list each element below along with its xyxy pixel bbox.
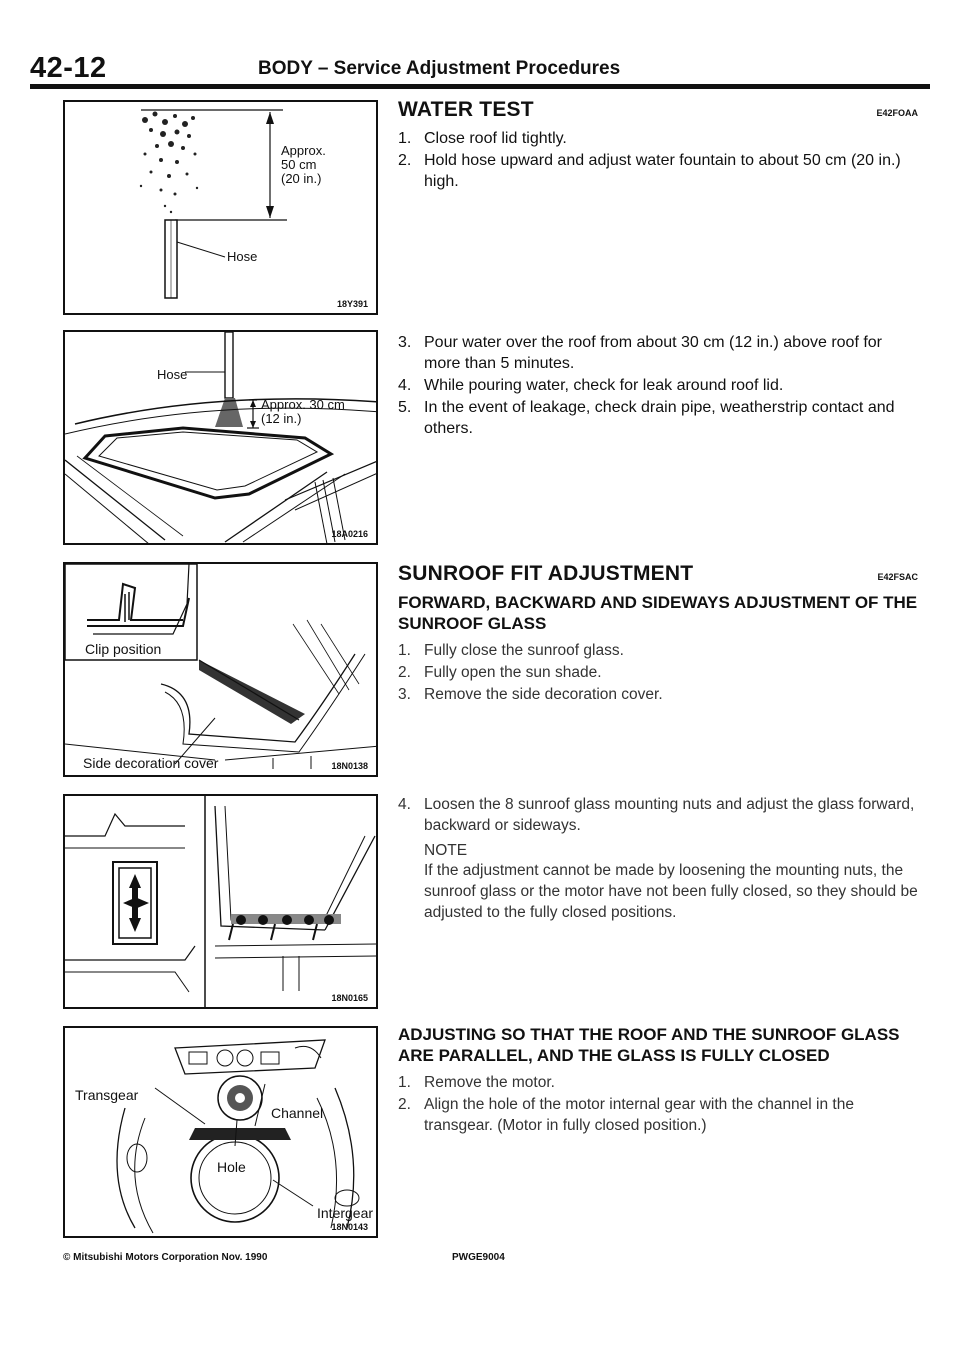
step: 2. Align the hole of the motor internal gear with the channel in the transgear. (Motor in fully closed position.): [398, 1096, 854, 1134]
step: 1. Remove the motor.: [398, 1074, 555, 1091]
parallel-steps: [398, 1072, 918, 1136]
heading-water-test: WATER TEST: [398, 98, 534, 121]
fig3-label-side-cover: Side decoration cover: [83, 755, 219, 771]
figure-code: 18N0143: [331, 1222, 368, 1232]
fountain-illustration: [65, 102, 378, 315]
page-title: BODY – Service Adjustment Procedures: [258, 58, 621, 79]
water-test-steps-a: [398, 128, 918, 192]
step: 3. Remove the side decoration cover.: [398, 686, 663, 703]
figure-water-fountain: [63, 100, 378, 315]
figure-code: 18Y391: [336, 299, 368, 309]
step: 2. Fully open the sun shade.: [398, 664, 602, 681]
figure-transgear: [63, 1026, 378, 1238]
fig5-label-channel: Channel: [271, 1105, 324, 1121]
fig5-label-intergear: Intergear: [317, 1205, 374, 1221]
fig2-label-12in: (12 in.): [261, 411, 302, 426]
section-parallel: [398, 1024, 918, 1137]
adjust-illustration: [65, 796, 378, 1009]
header-rule: [30, 84, 930, 89]
section-code: E42FOAA: [876, 108, 918, 118]
note-body: If the adjustment cannot be made by loosening the mounting nuts, the sunroof glass or the motor have not been fully closed, so they should be adjusted to the fully closed positions.: [424, 862, 918, 921]
fig2-label-hose: Hose: [157, 367, 188, 382]
fig5-label-transgear: Transgear: [75, 1087, 139, 1103]
section-water-test-cont: [398, 332, 918, 440]
footer-copyright: © Mitsubishi Motors Corporation Nov. 1990: [63, 1252, 268, 1263]
step: 2. Hold hose upward and adjust water fountain to about 50 cm (20 in.) high.: [398, 152, 901, 190]
water-test-steps-b: [398, 332, 918, 439]
step: 3. Pour water over the roof from about 30 cm (12 in.) above roof for more than 5 minutes.: [398, 334, 882, 372]
figure-code: 18N0138: [331, 761, 368, 771]
roof-illustration: [65, 332, 378, 545]
fig3-label-clip-position: Clip position: [85, 641, 162, 657]
fig1-label-50cm: 50 cm: [281, 157, 317, 172]
fig1-label-20in: (20 in.): [281, 171, 322, 186]
figure-code: 18A0216: [331, 529, 368, 539]
sunroof-steps-a: [398, 640, 918, 705]
figure-adjust-glass: [63, 794, 378, 1009]
section-code: E42FSAC: [877, 572, 918, 582]
clip-illustration: [65, 564, 378, 777]
footer-code: PWGE9004: [452, 1252, 505, 1263]
figure-clip-position: [63, 562, 378, 777]
sunroof-steps-b: [398, 794, 918, 836]
fig1-label-approx: Approx.: [281, 143, 326, 158]
note-title: NOTE: [424, 842, 468, 859]
step: 5. In the event of leakage, check drain pipe, weatherstrip contact and others.: [398, 399, 895, 437]
fig2-label-approx: Approx. 30 cm: [261, 397, 345, 412]
page-number: 42-12: [30, 52, 107, 84]
subheading-forward-backward: FORWARD, BACKWARD AND SIDEWAYS ADJUSTMENT OF THE SUNROOF GLASS: [398, 593, 918, 633]
heading-parallel: ADJUSTING SO THAT THE ROOF AND THE SUNROOF GLASS ARE PARALLEL, AND THE GLASS IS FULLY CLOSED: [398, 1025, 900, 1065]
section-sunroof-fit: [398, 562, 918, 706]
figure-hose-over-roof: [63, 330, 378, 545]
step: 1. Fully close the sunroof glass.: [398, 642, 624, 659]
step: 4. While pouring water, check for leak around roof lid.: [398, 377, 784, 394]
step: 1. Close roof lid tightly.: [398, 130, 567, 147]
step: 4. Loosen the 8 sunroof glass mounting nuts and adjust the glass forward, backward or sideways.: [398, 796, 915, 834]
section-sunroof-fit-cont: [398, 794, 918, 923]
figure-code: 18N0165: [331, 993, 368, 1003]
fig5-label-hole: Hole: [217, 1159, 246, 1175]
section-water-test: [398, 98, 918, 193]
fig1-label-hose: Hose: [227, 249, 258, 264]
heading-sunroof-fit: SUNROOF FIT ADJUSTMENT: [398, 562, 694, 585]
